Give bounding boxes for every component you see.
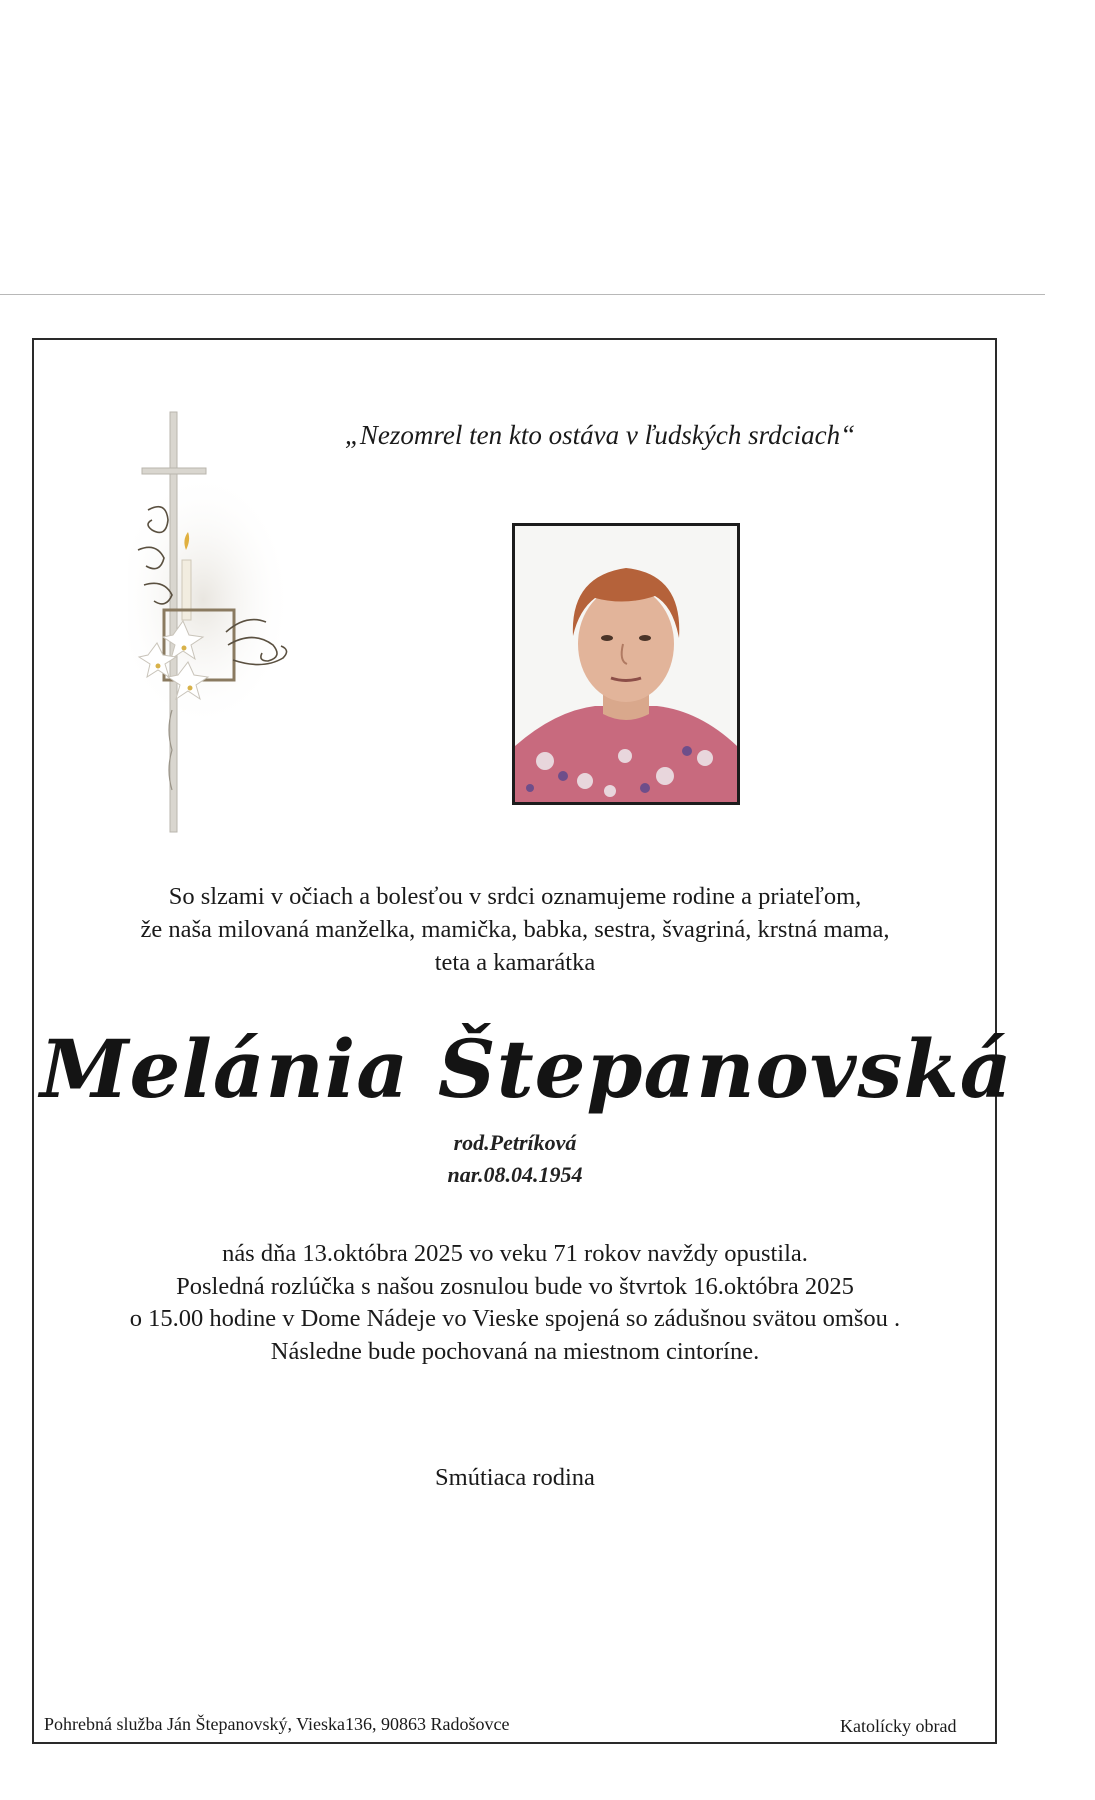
announcement-intro — [40, 880, 990, 979]
details-line: o 15.00 hodine v Dome Nádeje vo Vieske spojená so zádušnou svätou omšou . — [129, 1305, 901, 1332]
portrait-photo — [512, 523, 740, 805]
intro-line: So slzami v očiach a bolesťou v srdci oznamujeme rodine a priateľom, — [168, 883, 862, 910]
intro-line: že naša milovaná manželka, mamička, babka, sestra, švagriná, krstná mama, — [140, 916, 890, 943]
details-line: Následne bude pochovaná na miestnom cintoríne. — [270, 1337, 760, 1365]
maiden-name: rod.Petríková — [453, 1130, 577, 1155]
deceased-name: Melánia Štepanovská — [40, 1022, 1013, 1116]
details-line: Posledná rozlúčka s našou zosnulou bude vo štvrtok 16.októbra 2025 — [176, 1272, 854, 1300]
intro-line: teta a kamarátka — [434, 949, 596, 976]
family-signature: Smútiaca rodina — [435, 1464, 595, 1491]
cross-with-lilies-illustration — [128, 410, 328, 840]
funeral-service-info: Pohrebná služba Ján Štepanovský, Vieska136, 90863 Radošovce — [44, 1714, 510, 1734]
funeral-details — [40, 1238, 990, 1368]
rite-label: Katolícky obrad — [840, 1716, 957, 1736]
motto: „Nezomrel ten kto ostáva v ľudských srdciach“ — [344, 420, 856, 450]
birth-date: nar.08.04.1954 — [447, 1162, 583, 1187]
top-divider — [0, 294, 1045, 295]
details-line: nás dňa 13.októbra 2025 vo veku 71 rokov navždy opustila. — [222, 1240, 808, 1267]
